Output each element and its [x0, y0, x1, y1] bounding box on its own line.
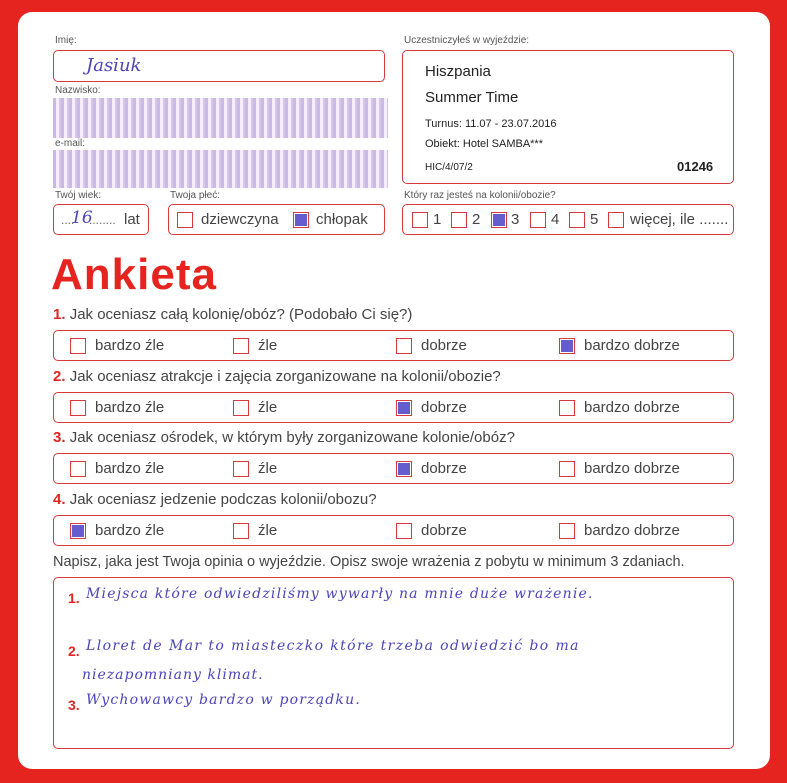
q4-checkbox-zle[interactable]	[233, 523, 249, 539]
wiek-label: Twój wiek:	[55, 190, 102, 201]
q4-option-bardzo-zle: bardzo źle	[95, 522, 165, 539]
page-title: Ankieta	[51, 250, 217, 299]
q2-option-bardzo-zle: bardzo źle	[95, 399, 165, 416]
q4-checkbox-dobrze[interactable]	[396, 523, 412, 539]
question-2-text: Jak oceniasz atrakcje i zajęcia zorganizowane na kolonii/obozie?	[69, 368, 501, 385]
q4-option-zle: źle	[258, 522, 278, 539]
opinion-line-3: Wychowawcy bardzo w porządku.	[86, 692, 361, 708]
question-3-text: Jak oceniasz ośrodek, w którym były zorganizowane kolonie/obóz?	[69, 429, 515, 446]
imie-field[interactable]	[53, 50, 385, 82]
plec-field	[168, 204, 385, 235]
opinion-textarea[interactable]	[53, 577, 734, 749]
q4-checkbox-bardzo-zle[interactable]	[70, 523, 86, 539]
wiek-dots-left: ....	[61, 213, 75, 227]
question-4	[53, 491, 377, 508]
q2-option-zle: źle	[258, 399, 278, 416]
q3-checkbox-zle[interactable]	[233, 461, 249, 477]
opinion-line-2-number: 2.	[68, 643, 80, 659]
nazwisko-label: Nazwisko:	[55, 85, 101, 96]
opinion-prompt: Napisz, jaka jest Twoja opinia o wyjeździe. Opisz swoje wrażenia z pobytu w minimum 3 zdaniach.	[53, 554, 685, 570]
q2-checkbox-bardzo-dobrze[interactable]	[559, 400, 575, 416]
question-4-text: Jak oceniasz jedzenie podczas kolonii/obozu?	[69, 491, 377, 508]
plec-label: Twoja płeć:	[170, 190, 221, 201]
question-1-number: 1.	[53, 306, 66, 323]
kolonia-option-1: 1	[433, 211, 442, 228]
plec-option-chlopak: chłopak	[316, 211, 368, 228]
q4-checkbox-bardzo-dobrze[interactable]	[559, 523, 575, 539]
imie-label: Imię:	[55, 35, 77, 46]
q1-option-bardzo-zle: bardzo źle	[95, 337, 165, 354]
q3-checkbox-bardzo-dobrze[interactable]	[559, 461, 575, 477]
opinion-line-2b: niezapomniany klimat.	[82, 667, 264, 683]
kolonia-label: Który raz jesteś na kolonii/obozie?	[404, 190, 556, 201]
question-3-number: 3.	[53, 429, 66, 446]
q1-option-bardzo-dobrze: bardzo dobrze	[584, 337, 680, 354]
q4-option-bardzo-dobrze: bardzo dobrze	[584, 522, 680, 539]
q1-option-dobrze: dobrze	[421, 337, 467, 354]
q3-option-zle: źle	[258, 460, 278, 477]
camp-code: HIC/4/07/2	[425, 162, 473, 173]
nazwisko-field-redacted	[53, 98, 388, 138]
camp-country: Hiszpania	[425, 63, 491, 80]
q3-checkbox-dobrze[interactable]	[396, 461, 412, 477]
kolonia-option-more: więcej, ile .......	[630, 211, 729, 228]
opinion-line-1: Miejsca które odwiedziliśmy wywarły na mnie duże wrażenie.	[86, 586, 594, 602]
kolonia-field	[402, 204, 734, 235]
question-3	[53, 429, 515, 446]
question-1-options	[53, 330, 734, 361]
kolonia-checkbox-5[interactable]	[569, 212, 585, 228]
question-1-text: Jak oceniasz całą kolonię/obóz? (Podobało Ci się?)	[69, 306, 413, 323]
kolonia-checkbox-more[interactable]	[608, 212, 624, 228]
kolonia-checkbox-4[interactable]	[530, 212, 546, 228]
q1-checkbox-bardzo-zle[interactable]	[70, 338, 86, 354]
camp-info-box	[402, 50, 734, 184]
opinion-line-3-number: 3.	[68, 697, 80, 713]
wiek-dots-right: ........	[89, 213, 116, 227]
q1-checkbox-bardzo-dobrze[interactable]	[559, 338, 575, 354]
kolonia-option-3: 3	[511, 211, 520, 228]
camp-number: 01246	[677, 159, 714, 174]
wiek-unit: lat	[124, 211, 140, 228]
q1-checkbox-dobrze[interactable]	[396, 338, 412, 354]
q3-option-bardzo-zle: bardzo źle	[95, 460, 165, 477]
wiek-value: 16	[71, 208, 93, 228]
plec-checkbox-dziewczyna[interactable]	[177, 212, 193, 228]
uczestnik-label: Uczestniczyłeś w wyjeździe:	[404, 35, 530, 46]
question-3-options	[53, 453, 734, 484]
q2-checkbox-zle[interactable]	[233, 400, 249, 416]
q2-option-dobrze: dobrze	[421, 399, 467, 416]
q2-checkbox-dobrze[interactable]	[396, 400, 412, 416]
kolonia-checkbox-1[interactable]	[412, 212, 428, 228]
camp-obiekt: Obiekt: Hotel SAMBA***	[425, 138, 543, 150]
kolonia-checkbox-3[interactable]	[491, 212, 507, 228]
kolonia-option-5: 5	[590, 211, 599, 228]
question-4-options	[53, 515, 734, 546]
imie-value: Jasiuk	[86, 55, 142, 76]
camp-name: Summer Time	[425, 89, 519, 106]
q1-checkbox-zle[interactable]	[233, 338, 249, 354]
q3-checkbox-bardzo-zle[interactable]	[70, 461, 86, 477]
kolonia-option-2: 2	[472, 211, 481, 228]
kolonia-option-4: 4	[551, 211, 560, 228]
email-field-redacted	[53, 150, 388, 188]
q4-option-dobrze: dobrze	[421, 522, 467, 539]
opinion-line-1-number: 1.	[68, 590, 80, 606]
question-2-options	[53, 392, 734, 423]
plec-checkbox-chlopak[interactable]	[293, 212, 309, 228]
opinion-line-2: Lloret de Mar to miasteczko które trzeba odwiedzić bo ma	[86, 638, 580, 654]
plec-option-dziewczyna: dziewczyna	[201, 211, 279, 228]
question-1	[53, 306, 412, 323]
q3-option-bardzo-dobrze: bardzo dobrze	[584, 460, 680, 477]
question-2	[53, 368, 501, 385]
question-2-number: 2.	[53, 368, 66, 385]
question-4-number: 4.	[53, 491, 66, 508]
q2-checkbox-bardzo-zle[interactable]	[70, 400, 86, 416]
q2-option-bardzo-dobrze: bardzo dobrze	[584, 399, 680, 416]
survey-sheet	[18, 12, 770, 769]
q1-option-zle: źle	[258, 337, 278, 354]
email-label: e-mail:	[55, 138, 86, 149]
camp-turnus: Turnus: 11.07 - 23.07.2016	[425, 118, 557, 130]
kolonia-checkbox-2[interactable]	[451, 212, 467, 228]
wiek-field[interactable]	[53, 204, 149, 235]
q3-option-dobrze: dobrze	[421, 460, 467, 477]
